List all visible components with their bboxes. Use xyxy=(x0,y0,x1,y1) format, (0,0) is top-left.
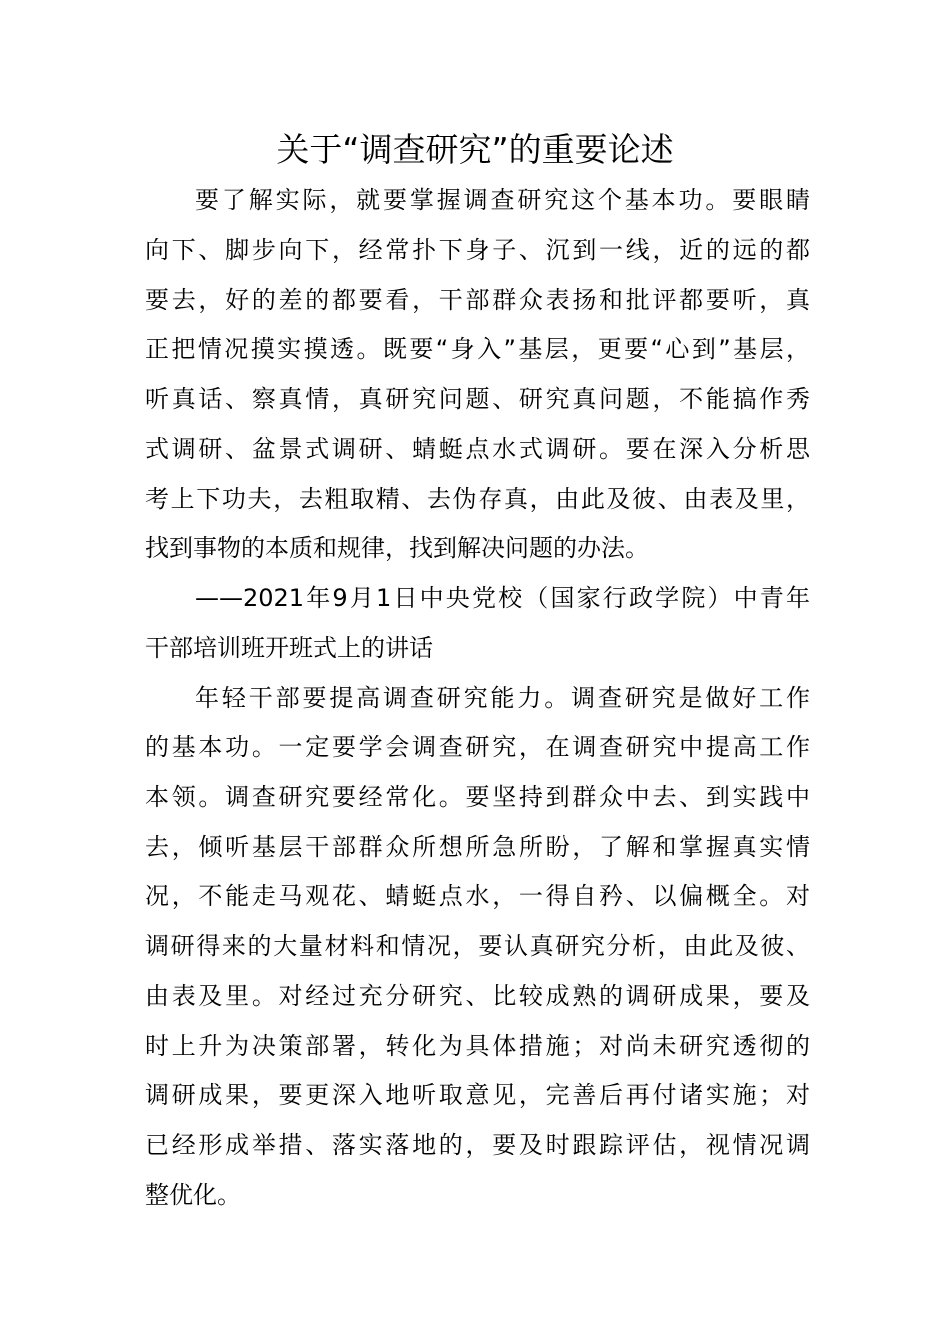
paragraph-2-line: 去，倾听基层干部群众所想所急所盼，了解和掌握真实情 xyxy=(145,833,810,861)
paragraph-2-line: 时上升为决策部署，转化为具体措施；对尚未研究透彻的 xyxy=(145,1032,810,1060)
paragraph-1-line: 正把情况摸实摸透。既要“身入”基层，更要“心到”基层， xyxy=(145,335,810,363)
paragraph-2-line: 的基本功。一定要学会调查研究，在调查研究中提高工作 xyxy=(145,733,810,761)
source-line: 干部培训班开班式上的讲话 xyxy=(145,634,433,662)
paragraph-1-line: 考上下功夫，去粗取精、去伪存真，由此及彼、由表及里， xyxy=(145,485,810,513)
paragraph-1-line: 找到事物的本质和规律，找到解决问题的办法。 xyxy=(145,534,649,562)
paragraph-2-line: 已经形成举措、落实落地的，要及时跟踪评估，视情况调 xyxy=(145,1131,810,1159)
paragraph-2-line: 年轻干部要提高调查研究能力。调查研究是做好工作 xyxy=(195,684,810,712)
paragraph-1-line: 式调研、盆景式调研、蜻蜓点水式调研。要在深入分析思 xyxy=(145,435,810,463)
paragraph-2-line: 况，不能走马观花、蜻蜓点水，一得自矜、以偏概全。对 xyxy=(145,882,810,910)
paragraph-1-line: 听真话、察真情，真研究问题、研究真问题，不能搞作秀 xyxy=(145,385,810,413)
paragraph-1-line: 向下、脚步向下，经常扑下身子、沉到一线，近的远的都 xyxy=(145,236,810,264)
document-title: 关于“调查研究”的重要论述 xyxy=(276,130,674,169)
source-line: ——2021年9月1日中央党校（国家行政学院）中青年 xyxy=(195,584,810,612)
paragraph-2-line: 调研得来的大量材料和情况，要认真研究分析，由此及彼、 xyxy=(145,932,810,960)
paragraph-2-line: 由表及里。对经过充分研究、比较成熟的调研成果，要及 xyxy=(145,982,810,1010)
paragraph-2-line: 整优化。 xyxy=(145,1181,241,1209)
paragraph-1-line: 要去，好的差的都要看，干部群众表扬和批评都要听，真 xyxy=(145,286,810,314)
paragraph-2-line: 本领。调查研究要经常化。要坚持到群众中去、到实践中 xyxy=(145,783,810,811)
paragraph-2-line: 调研成果，要更深入地听取意见，完善后再付诸实施；对 xyxy=(145,1081,810,1109)
paragraph-1-line: 要了解实际，就要掌握调查研究这个基本功。要眼睛 xyxy=(195,186,810,214)
